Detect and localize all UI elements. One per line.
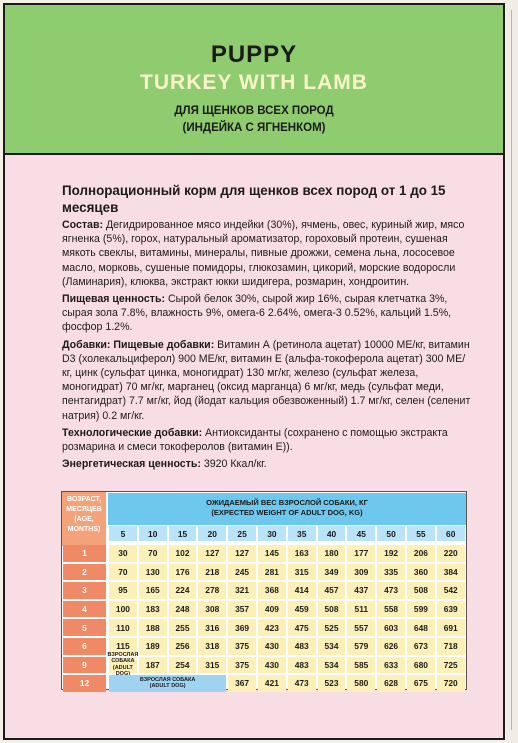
weight-column-header: 10 (139, 526, 167, 541)
portion-cell: 511 (347, 601, 375, 618)
portion-cell: 115 (109, 638, 137, 655)
portion-cell: 70 (109, 564, 137, 581)
portion-cell: 483 (288, 638, 316, 655)
portion-cell: 483 (288, 657, 316, 674)
month-cell: 1 (63, 545, 106, 562)
portion-cell: 534 (318, 638, 346, 655)
portion-cell: 278 (198, 582, 226, 599)
portion-cell: 360 (407, 564, 435, 581)
portion-cell: 281 (258, 564, 286, 581)
portion-cell: 256 (169, 638, 197, 655)
month-cell: 5 (63, 619, 106, 636)
month-cell: 4 (63, 601, 106, 618)
portion-cell: 255 (169, 619, 197, 636)
portion-cell: 110 (109, 619, 137, 636)
product-description-line1: ДЛЯ ЩЕНКОВ ВСЕХ ПОРОД (174, 105, 334, 117)
portion-cell: 523 (318, 675, 346, 692)
portion-cell: 245 (228, 564, 256, 581)
portion-cell: 127 (228, 545, 256, 562)
weight-column-header: 5 (109, 526, 137, 541)
nutrition-text: Сырой белок 30%, сырой жир 16%, сырая клетчатка 3%, сырая зола 7.8%, влажность 9%, омега-6 2.64%, омега-3 0.52%, кальций 1.5%, фосфор 1.2%. (62, 293, 452, 334)
portion-cell: 100 (109, 601, 137, 618)
energy-text: 3920 Ккал/кг. (200, 458, 267, 471)
portion-cell: 189 (139, 638, 167, 655)
portion-cell: 95 (109, 582, 137, 599)
adult-label-ru: ВЗРОСЛАЯ СОБАКА (139, 676, 196, 683)
portion-cell: 423 (258, 619, 286, 636)
portion-cell: 430 (258, 638, 286, 655)
age-header-line: MONTHS) (67, 526, 101, 533)
portion-cell: 375 (228, 657, 256, 674)
portion-cell: 309 (347, 564, 375, 581)
portion-cell: 369 (228, 619, 256, 636)
additives-text: Витамин А (ретинола ацетат) 10000 МЕ/кг, витамин D3 (холекальциферол) 900 МЕ/кг, витамин Е (альфа-токоферола ацетат) 300 МЕ/кг, цинк (сульфат цинка, моногидрат) 130 мг/кг, железо (сульфат железа, моногидрат) 70 мг/кг, марганец (оксид марганца) 6 мг/кг, медь (сульфат меди, пентагидрат) 7.7 мг/кг, йод (йодат кальция обезвоженный) 1.7 мг/кг, селен (селенит натрия) 0.2 мг/кг. (62, 338, 471, 422)
composition-label: Состав: (62, 219, 103, 231)
portion-cell: 718 (437, 638, 465, 655)
weight-column-header: 45 (347, 526, 375, 541)
portion-cell: 628 (377, 675, 405, 692)
weight-column-header: 20 (198, 526, 226, 541)
weight-column-header: 25 (228, 526, 256, 541)
portion-cell: 315 (288, 564, 316, 581)
adult-label-ru: ВЗРОСЛАЯ СОБАКА (107, 651, 139, 665)
portion-cell: 180 (318, 545, 346, 562)
portion-cell: 145 (258, 545, 286, 562)
composition-text: Дегидрированное мясо индейки (30%), ячмень, овес, куриный жир, мясо ягненка (5%), горох, натуральный ароматизатор, гороховый протеин, сушеная мякоть свеклы, витамины, минералы, пивные дрожжи, семена льна, лососевое масло, морковь, сушеные помидоры, глюкозамин, цикорий, морские водоросли (Ламинария), клюква, экстракт юкки шидигера, розмарин, хондроитин. (62, 219, 465, 288)
portion-cell: 187 (139, 657, 167, 674)
age-header-line: (AGE, (74, 516, 94, 523)
portion-cell: 430 (258, 657, 286, 674)
age-header-line: ВОЗРАСТ, (66, 496, 102, 503)
portion-cell: 102 (169, 545, 197, 562)
portion-cell: 368 (258, 582, 286, 599)
weight-column-header: 55 (407, 526, 435, 541)
portion-cell: 321 (228, 582, 256, 599)
doc-title: Полнорационный корм для щенков всех пород от 1 до 15 месяцев (62, 183, 446, 215)
portion-cell: 508 (407, 582, 435, 599)
portion-cell: 720 (437, 675, 465, 692)
portion-cell: 725 (437, 657, 465, 674)
portion-cell: 626 (377, 638, 405, 655)
additives (62, 338, 472, 423)
portion-cell: 218 (198, 564, 226, 581)
portion-cell: 680 (407, 657, 435, 674)
product-title: PUPPY (210, 41, 298, 68)
nutrition-label: Пищевая ценность: (62, 293, 165, 306)
weight-header (108, 493, 466, 525)
portion-cell: 384 (437, 564, 465, 581)
adult-dog-cell (109, 675, 226, 692)
month-cell: 2 (63, 564, 106, 581)
weight-column-header: 30 (258, 526, 286, 541)
portion-cell: 70 (139, 545, 167, 562)
age-header-line: МЕСЯЦЕВ (66, 506, 102, 513)
portion-cell: 691 (437, 619, 465, 636)
portion-cell: 375 (228, 638, 256, 655)
portion-cell: 673 (407, 638, 435, 655)
energy (62, 457, 472, 471)
weight-column-header: 40 (318, 526, 346, 541)
weight-column-header: 15 (169, 526, 197, 541)
additives-label: Добавки: Пищевые добавки: (62, 338, 215, 351)
portion-cell: 177 (347, 545, 375, 562)
portion-cell: 188 (139, 619, 167, 636)
portion-cell: 163 (288, 545, 316, 562)
portion-cell: 542 (437, 582, 465, 599)
portion-cell: 525 (318, 619, 346, 636)
portion-cell: 130 (139, 564, 167, 581)
adult-label-en: (ADULT DOG) (149, 683, 186, 690)
portion-cell: 414 (288, 582, 316, 599)
page-edge (506, 0, 518, 743)
portion-cell: 675 (407, 675, 435, 692)
weight-column-header: 35 (288, 526, 316, 541)
portion-cell: 30 (109, 545, 137, 562)
month-cell: 3 (63, 582, 106, 599)
tech-additives (62, 426, 472, 454)
portion-cell: 580 (347, 675, 375, 692)
portion-cell: 585 (347, 657, 375, 674)
weight-header-en: (EXPECTED WEIGHT OF ADULT DOG, KG) (211, 508, 363, 517)
feeding-table (61, 491, 467, 690)
portion-cell: 558 (377, 601, 405, 618)
energy-label: Энергетическая ценность: (62, 458, 201, 471)
portion-cell: 316 (198, 619, 226, 636)
composition (62, 218, 472, 289)
portion-cell: 579 (347, 638, 375, 655)
portion-cell: 349 (318, 564, 346, 581)
adult-dog-cell (107, 651, 139, 674)
portion-cell: 318 (198, 638, 226, 655)
weight-header-ru: ОЖИДАЕМЫЙ ВЕС ВЗРОСЛОЙ СОБАКИ, КГ (206, 498, 368, 507)
portion-cell: 599 (407, 601, 435, 618)
tech-label: Технологические добавки: (62, 426, 203, 439)
portion-cell: 459 (288, 601, 316, 618)
portion-cell: 165 (139, 582, 167, 599)
product-info (62, 183, 472, 474)
portion-cell: 248 (169, 601, 197, 618)
portion-cell: 254 (169, 657, 197, 674)
weight-column-header: 50 (377, 526, 405, 541)
portion-cell: 127 (198, 545, 226, 562)
portion-cell: 192 (377, 545, 405, 562)
portion-cell: 206 (407, 545, 435, 562)
month-cell: 9 (63, 657, 106, 674)
portion-cell: 534 (318, 657, 346, 674)
portion-cell: 437 (347, 582, 375, 599)
portion-cell: 457 (318, 582, 346, 599)
portion-cell: 367 (228, 675, 256, 692)
portion-cell: 220 (437, 545, 465, 562)
portion-cell: 473 (377, 582, 405, 599)
portion-cell: 475 (288, 619, 316, 636)
portion-cell: 508 (318, 601, 346, 618)
portion-cell: 603 (377, 619, 405, 636)
portion-cell: 308 (198, 601, 226, 618)
product-subtitle: TURKEY WITH LAMB (140, 71, 368, 94)
portion-cell: 633 (377, 657, 405, 674)
weight-column-header: 60 (437, 526, 465, 541)
portion-cell: 639 (437, 601, 465, 618)
portion-cell: 357 (228, 601, 256, 618)
portion-cell: 648 (407, 619, 435, 636)
product-description-line2: (ИНДЕЙКА С ЯГНЕНКОМ) (182, 122, 326, 134)
portion-cell: 335 (377, 564, 405, 581)
page-edge-line (511, 10, 512, 730)
portion-cell: 557 (347, 619, 375, 636)
portion-cell: 315 (198, 657, 226, 674)
month-cell: 12 (63, 675, 106, 692)
nutrition (62, 292, 472, 335)
tech-text: Антиоксиданты (сохранено с помощью экстракта розмарина и смеси токоферолов (витамин Е)). (62, 426, 448, 454)
adult-label-en: (ADULT (112, 664, 133, 671)
header-banner (5, 5, 503, 155)
portion-cell: 224 (169, 582, 197, 599)
portion-cell: 183 (139, 601, 167, 618)
portion-cell: 473 (288, 675, 316, 692)
month-cell: 6 (63, 638, 106, 655)
portion-cell: 409 (258, 601, 286, 618)
portion-cell: 176 (169, 564, 197, 581)
portion-cell: 421 (258, 675, 286, 692)
age-header (62, 492, 107, 546)
